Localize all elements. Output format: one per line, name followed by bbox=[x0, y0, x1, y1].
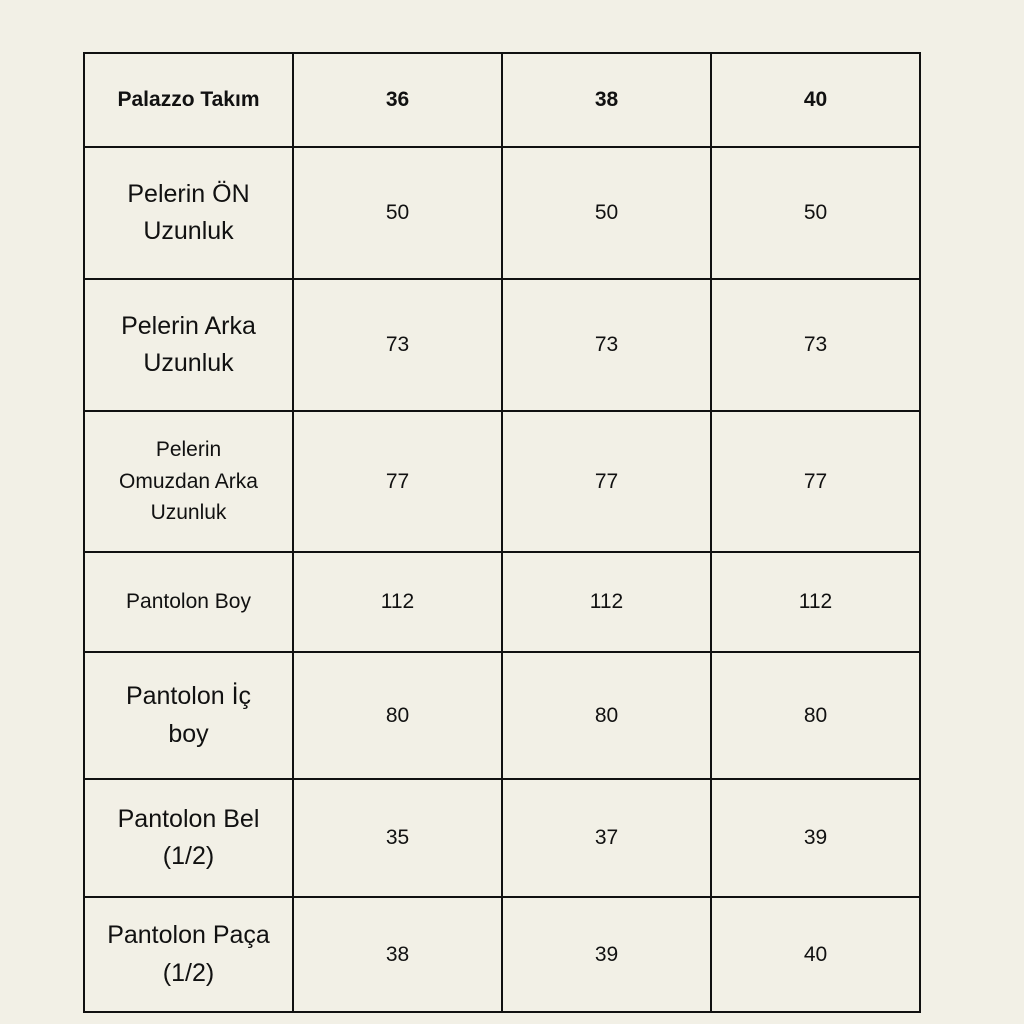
row-label bbox=[84, 897, 293, 1012]
table-row bbox=[84, 411, 920, 552]
cell-value: 73 bbox=[293, 279, 502, 411]
header-product-name: Palazzo Takım bbox=[84, 53, 293, 147]
row-label-line: Uzunluk bbox=[143, 349, 234, 377]
cell-value: 112 bbox=[711, 552, 920, 652]
row-label-line: Pantolon Boy bbox=[126, 590, 251, 614]
size-chart-table bbox=[83, 52, 921, 1013]
table-row bbox=[84, 897, 920, 1012]
cell-value: 77 bbox=[502, 411, 711, 552]
row-label-line: (1/2) bbox=[162, 958, 215, 987]
row-label bbox=[84, 279, 293, 411]
table-row bbox=[84, 552, 920, 652]
table-row bbox=[84, 279, 920, 411]
header-size-40: 40 bbox=[711, 53, 920, 147]
header-size-36: 36 bbox=[293, 53, 502, 147]
row-label-line: Pantolon İç bbox=[125, 682, 252, 710]
row-label-line: Pelerin Arka bbox=[121, 311, 256, 340]
row-label-line: Pantolon Paça bbox=[107, 921, 270, 949]
table-row bbox=[84, 779, 920, 897]
row-label-line: Pantolon Bel bbox=[117, 804, 260, 833]
cell-value: 40 bbox=[711, 897, 920, 1012]
row-label bbox=[84, 411, 293, 552]
cell-value: 77 bbox=[293, 411, 502, 552]
cell-value: 73 bbox=[502, 279, 711, 411]
cell-value: 39 bbox=[502, 897, 711, 1012]
row-label-line: Pelerin bbox=[155, 438, 222, 462]
row-label-line: (1/2) bbox=[162, 842, 215, 870]
row-label-line: Pelerin ÖN bbox=[127, 179, 250, 208]
row-label bbox=[84, 779, 293, 897]
table-row bbox=[84, 147, 920, 279]
row-label bbox=[84, 652, 293, 779]
cell-value: 80 bbox=[502, 652, 711, 779]
cell-value: 80 bbox=[293, 652, 502, 779]
cell-value: 50 bbox=[293, 147, 502, 279]
header-row bbox=[84, 53, 920, 147]
cell-value: 39 bbox=[711, 779, 920, 897]
cell-value: 80 bbox=[711, 652, 920, 779]
cell-value: 50 bbox=[502, 147, 711, 279]
row-label bbox=[84, 147, 293, 279]
cell-value: 35 bbox=[293, 779, 502, 897]
row-label-line: Uzunluk bbox=[150, 501, 227, 525]
cell-value: 73 bbox=[711, 279, 920, 411]
cell-value: 50 bbox=[711, 147, 920, 279]
row-label-line: Uzunluk bbox=[143, 217, 234, 245]
cell-value: 37 bbox=[502, 779, 711, 897]
cell-value: 112 bbox=[293, 552, 502, 652]
header-size-38: 38 bbox=[502, 53, 711, 147]
table-row bbox=[84, 652, 920, 779]
row-label bbox=[84, 552, 293, 652]
row-label-line: Omuzdan Arka bbox=[119, 469, 258, 493]
cell-value: 112 bbox=[502, 552, 711, 652]
cell-value: 38 bbox=[293, 897, 502, 1012]
cell-value: 77 bbox=[711, 411, 920, 552]
row-label-line: boy bbox=[168, 719, 209, 748]
